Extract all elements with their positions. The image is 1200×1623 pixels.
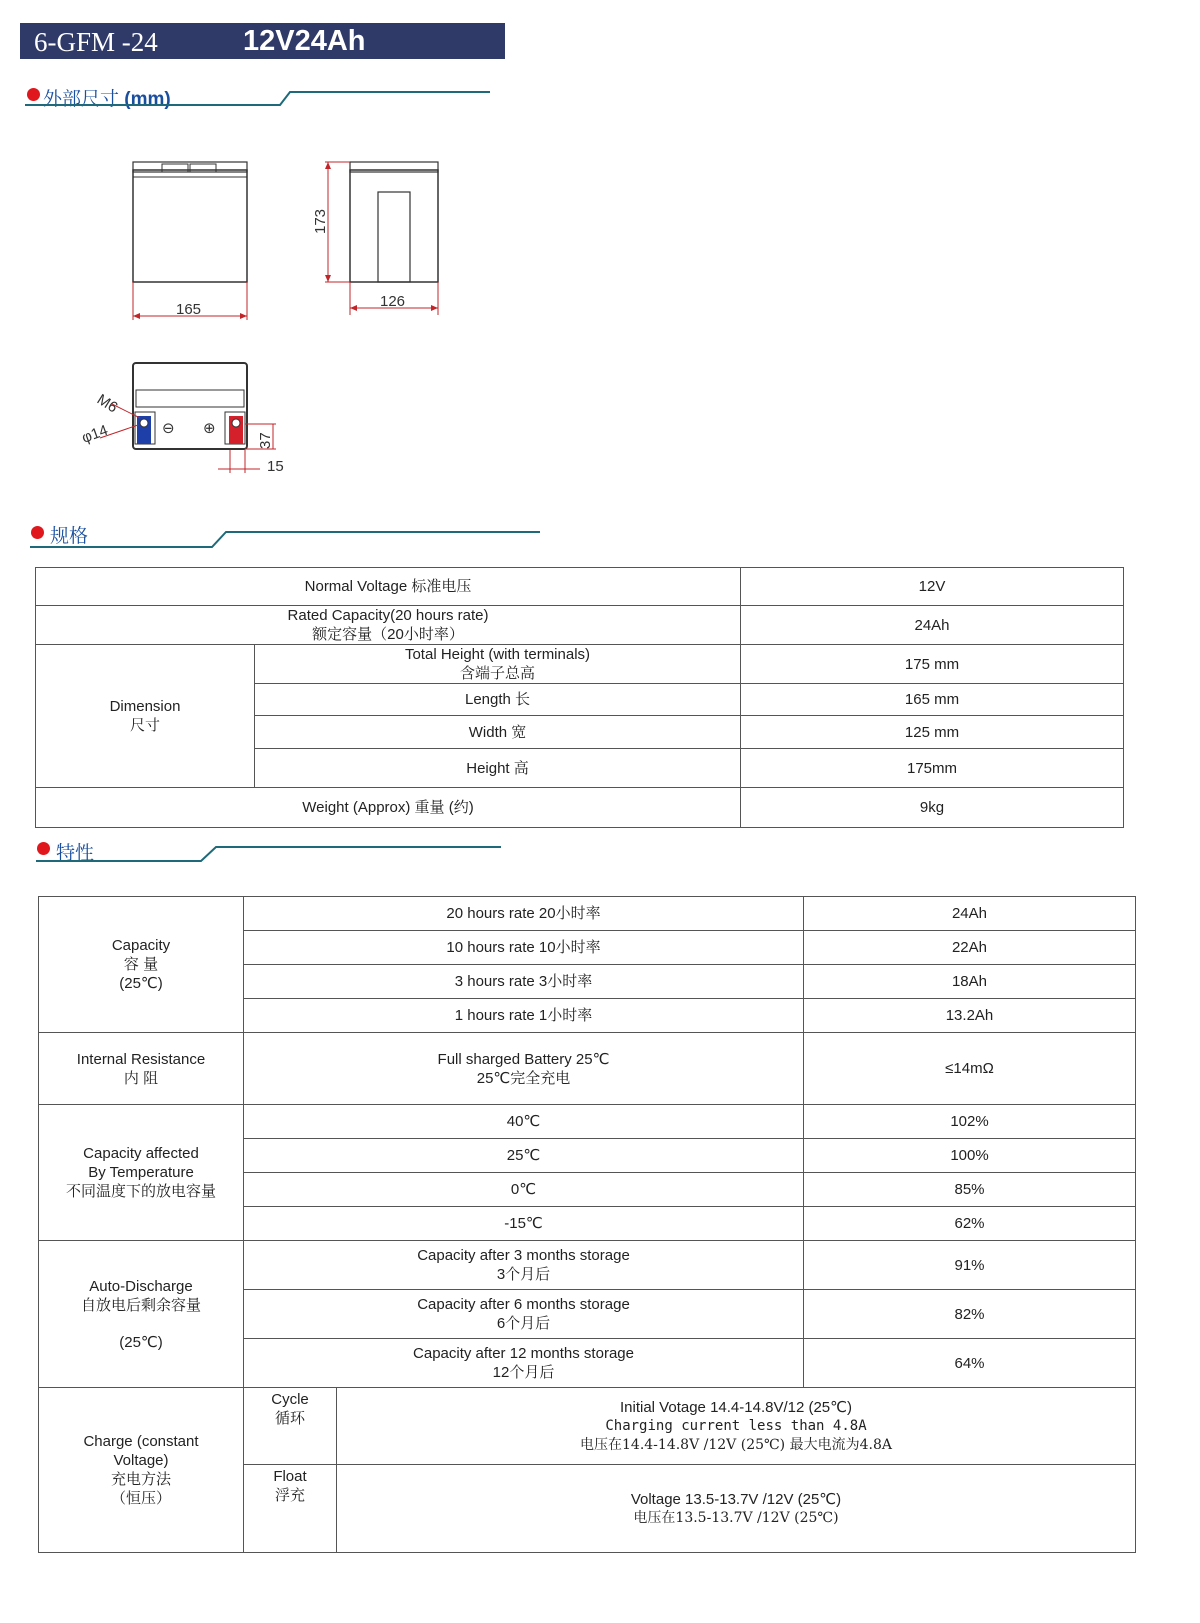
storage-3m-value: 91%	[804, 1241, 1136, 1290]
model-name: 6-GFM -24	[34, 27, 158, 57]
temp-40-value: 102%	[804, 1105, 1136, 1139]
capacity-3h-label: 3 hours rate 3小时率	[244, 965, 804, 999]
length-label: Length 长	[255, 684, 741, 716]
total-height-value: 175 mm	[741, 645, 1124, 684]
temperature-label: Capacity affected By Temperature 不同温度下的放电容量	[39, 1105, 244, 1241]
dimension-label: Dimension 尺寸	[36, 645, 255, 788]
section-underline	[30, 527, 545, 552]
total-height-label: Total Height (with terminals) 含端子总高	[255, 645, 741, 684]
temp-25-label: 25℃	[244, 1139, 804, 1173]
width-label: Width 宽	[255, 716, 741, 749]
cycle-label: Cycle 循环	[244, 1388, 337, 1465]
capacity-1h-label: 1 hours rate 1小时率	[244, 999, 804, 1033]
front-width-label: 165	[176, 301, 202, 318]
section-title: 特性	[56, 843, 95, 864]
capacity-20h-value: 24Ah	[804, 897, 1136, 931]
float-label: Float 浮充	[244, 1465, 337, 1553]
internal-resistance-condition: Full sharged Battery 25℃ 25℃完全充电	[244, 1033, 804, 1105]
side-view	[312, 162, 438, 315]
negative-symbol: ⊖	[162, 420, 175, 437]
positive-symbol: ⊕	[203, 420, 216, 437]
cycle-description: Initial Votage 14.4-14.8V/12 (25℃) Charging current less than 4.8A 电压在14.4-14.8V /12V (25℃) 最大电流为4.8A	[337, 1388, 1136, 1465]
thread-label: M6	[93, 390, 121, 417]
storage-6m-value: 82%	[804, 1290, 1136, 1339]
capacity-10h-label: 10 hours rate 10小时率	[244, 931, 804, 965]
section-title: 外部尺寸 (mm)	[43, 89, 171, 110]
storage-12m-label: Capacity after 12 months storage 12个月后	[244, 1339, 804, 1388]
temp-neg15-label: -15℃	[244, 1207, 804, 1241]
table-row	[39, 1105, 1136, 1139]
table-row	[36, 606, 1124, 645]
table-row	[39, 1241, 1136, 1290]
top-view	[80, 363, 284, 475]
section-title: 规格	[50, 526, 89, 547]
rated-capacity-label: Rated Capacity(20 hours rate) 额定容量（20小时率）	[36, 606, 741, 645]
characteristics-table	[38, 896, 1136, 1553]
table-row	[36, 568, 1124, 606]
rated-capacity-value: 24Ah	[741, 606, 1124, 645]
terminal-height-label: 37	[257, 432, 274, 449]
capacity-3h-value: 18Ah	[804, 965, 1136, 999]
table-row	[36, 788, 1124, 828]
storage-6m-label: Capacity after 6 months storage 6个月后	[244, 1290, 804, 1339]
capacity-10h-value: 22Ah	[804, 931, 1136, 965]
temp-25-value: 100%	[804, 1139, 1136, 1173]
table-row	[36, 645, 1124, 684]
weight-value: 9kg	[741, 788, 1124, 828]
nominal-voltage-label: Normal Voltage 标准电压	[36, 568, 741, 606]
spec-table	[35, 567, 1124, 828]
temp-neg15-value: 62%	[804, 1207, 1136, 1241]
float-description: Voltage 13.5-13.7V /12V (25℃) 电压在13.5-13.7V /12V (25℃)	[337, 1465, 1136, 1553]
width-value: 125 mm	[741, 716, 1124, 749]
internal-resistance-label: Internal Resistance 内 阻	[39, 1033, 244, 1105]
internal-resistance-value: ≤14mΩ	[804, 1033, 1136, 1105]
battery-drawing	[70, 150, 470, 490]
nominal-voltage-value: 12V	[741, 568, 1124, 606]
table-row	[39, 1388, 1136, 1465]
capacity-label: Capacity 容 量 (25℃)	[39, 897, 244, 1033]
height-value: 175mm	[741, 749, 1124, 788]
section-underline	[36, 843, 506, 865]
length-value: 165 mm	[741, 684, 1124, 716]
capacity-1h-value: 13.2Ah	[804, 999, 1136, 1033]
section-underline	[25, 90, 495, 110]
height-label: Height 高	[255, 749, 741, 788]
table-row	[39, 1033, 1136, 1105]
front-view	[133, 162, 247, 320]
side-width-label: 126	[380, 293, 406, 310]
weight-label: Weight (Approx) 重量 (约)	[36, 788, 741, 828]
title-bar	[20, 23, 505, 59]
temp-0-value: 85%	[804, 1173, 1136, 1207]
auto-discharge-label: Auto-Discharge 自放电后剩余容量 (25℃)	[39, 1241, 244, 1388]
storage-12m-value: 64%	[804, 1339, 1136, 1388]
temp-40-label: 40℃	[244, 1105, 804, 1139]
table-row	[39, 897, 1136, 931]
terminal-offset-label: 15	[267, 458, 284, 475]
height-label: 173	[312, 208, 329, 234]
diameter-label: φ14	[79, 421, 111, 447]
charge-label: Charge (constant Voltage) 充电方法 （恒压）	[39, 1388, 244, 1553]
model-spec: 12V24Ah	[243, 25, 366, 57]
temp-0-label: 0℃	[244, 1173, 804, 1207]
capacity-20h-label: 20 hours rate 20小时率	[244, 897, 804, 931]
storage-3m-label: Capacity after 3 months storage 3个月后	[244, 1241, 804, 1290]
